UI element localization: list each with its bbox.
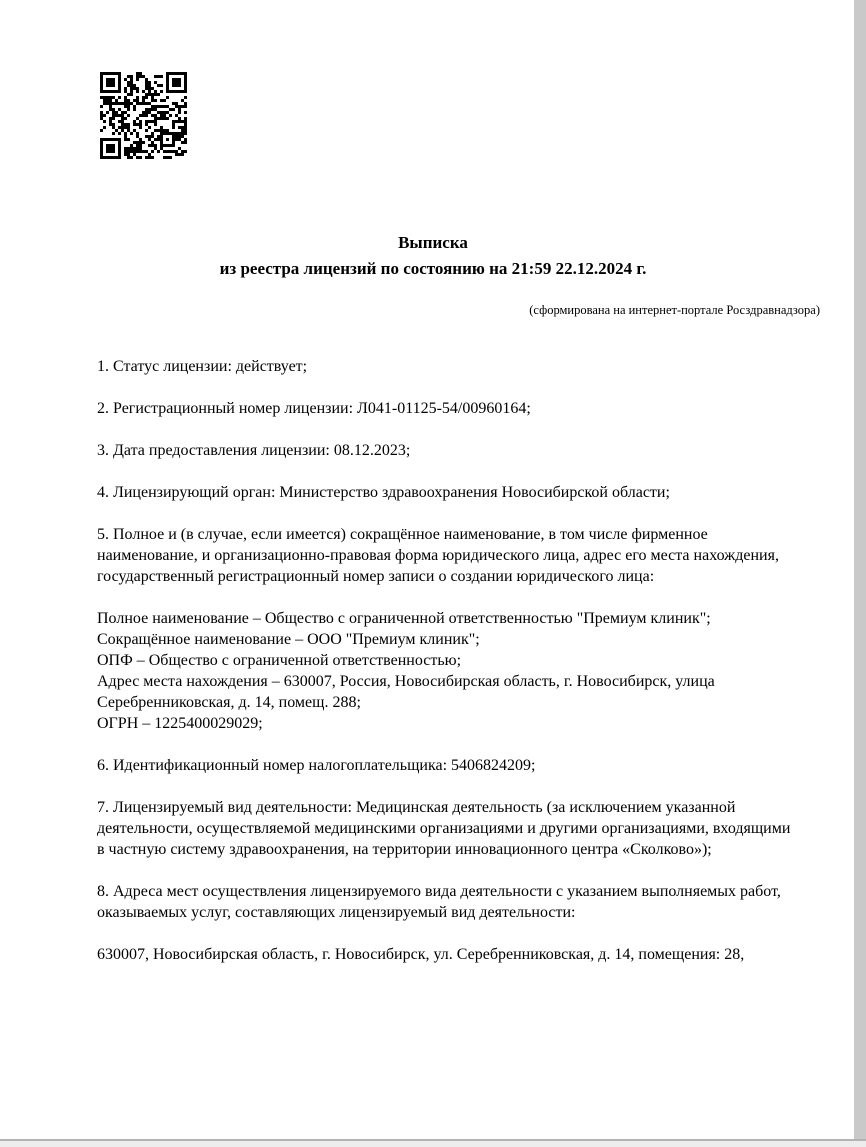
qr-code-icon bbox=[100, 72, 187, 159]
document-title bbox=[0, 230, 866, 282]
document-title-line2: из реестра лицензий по состоянию на 21:59 22.12.2024 г. bbox=[219, 259, 647, 278]
viewer-background-right bbox=[854, 0, 866, 1139]
paragraph bbox=[97, 608, 797, 734]
paragraph: 2. Регистрационный номер лицензии: Л041-01125-54/00960164; bbox=[97, 400, 531, 417]
paragraph: 3. Дата предоставления лицензии: 08.12.2023; bbox=[97, 442, 411, 459]
paragraph-line: ОПФ – Общество с ограниченной ответственностью; bbox=[97, 652, 462, 669]
paragraph: 5. Полное и (в случае, если имеется) сокращённое наименование, в том числе фирменное наименование, и организационно-правовая форма юридического лица, адрес его места нахождения, государственный регистрационный номер записи о создании юридического лица: bbox=[97, 526, 779, 585]
paragraph-line: Сокращённое наименование – ООО "Премиум клиник"; bbox=[97, 631, 480, 648]
paragraph: 630007, Новосибирская область, г. Новосибирск, ул. Серебренниковская, д. 14, помещения: 28, bbox=[97, 946, 745, 963]
paragraph: 1. Статус лицензии: действует; bbox=[97, 358, 308, 375]
document-title-line1: Выписка bbox=[398, 233, 468, 252]
paragraph: 7. Лицензируемый вид деятельности: Медицинская деятельность (за исключением указанной деятельности, осуществляемой медицинскими организациями и другими организациями, входящими в частную систему здравоохранения, на территории инновационного центра «Сколково»); bbox=[97, 799, 791, 858]
page-bottom-edge bbox=[0, 1139, 866, 1147]
paragraph: 4. Лицензирующий орган: Министерство здравоохранения Новосибирской области; bbox=[97, 484, 670, 501]
paragraph-line: Адрес места нахождения – 630007, Россия, Новосибирская область, г. Новосибирск, улица Серебренниковская, д. 14, помещ. 288; bbox=[97, 673, 715, 711]
paragraph-line: Полное наименование – Общество с ограниченной ответственностью "Премиум клиник"; bbox=[97, 610, 711, 627]
document-body bbox=[97, 356, 797, 986]
paragraph: 8. Адреса мест осуществления лицензируемого вида деятельности с указанием выполняемых работ, оказываемых услуг, составляющих лицензируемый вид деятельности: bbox=[97, 883, 781, 921]
paragraph: 6. Идентификационный номер налогоплательщика: 5406824209; bbox=[97, 757, 536, 774]
document-subtitle: (сформирована на интернет-портале Росздравнадзора) bbox=[529, 303, 820, 317]
paragraph-line: ОГРН – 1225400029029; bbox=[97, 715, 263, 732]
